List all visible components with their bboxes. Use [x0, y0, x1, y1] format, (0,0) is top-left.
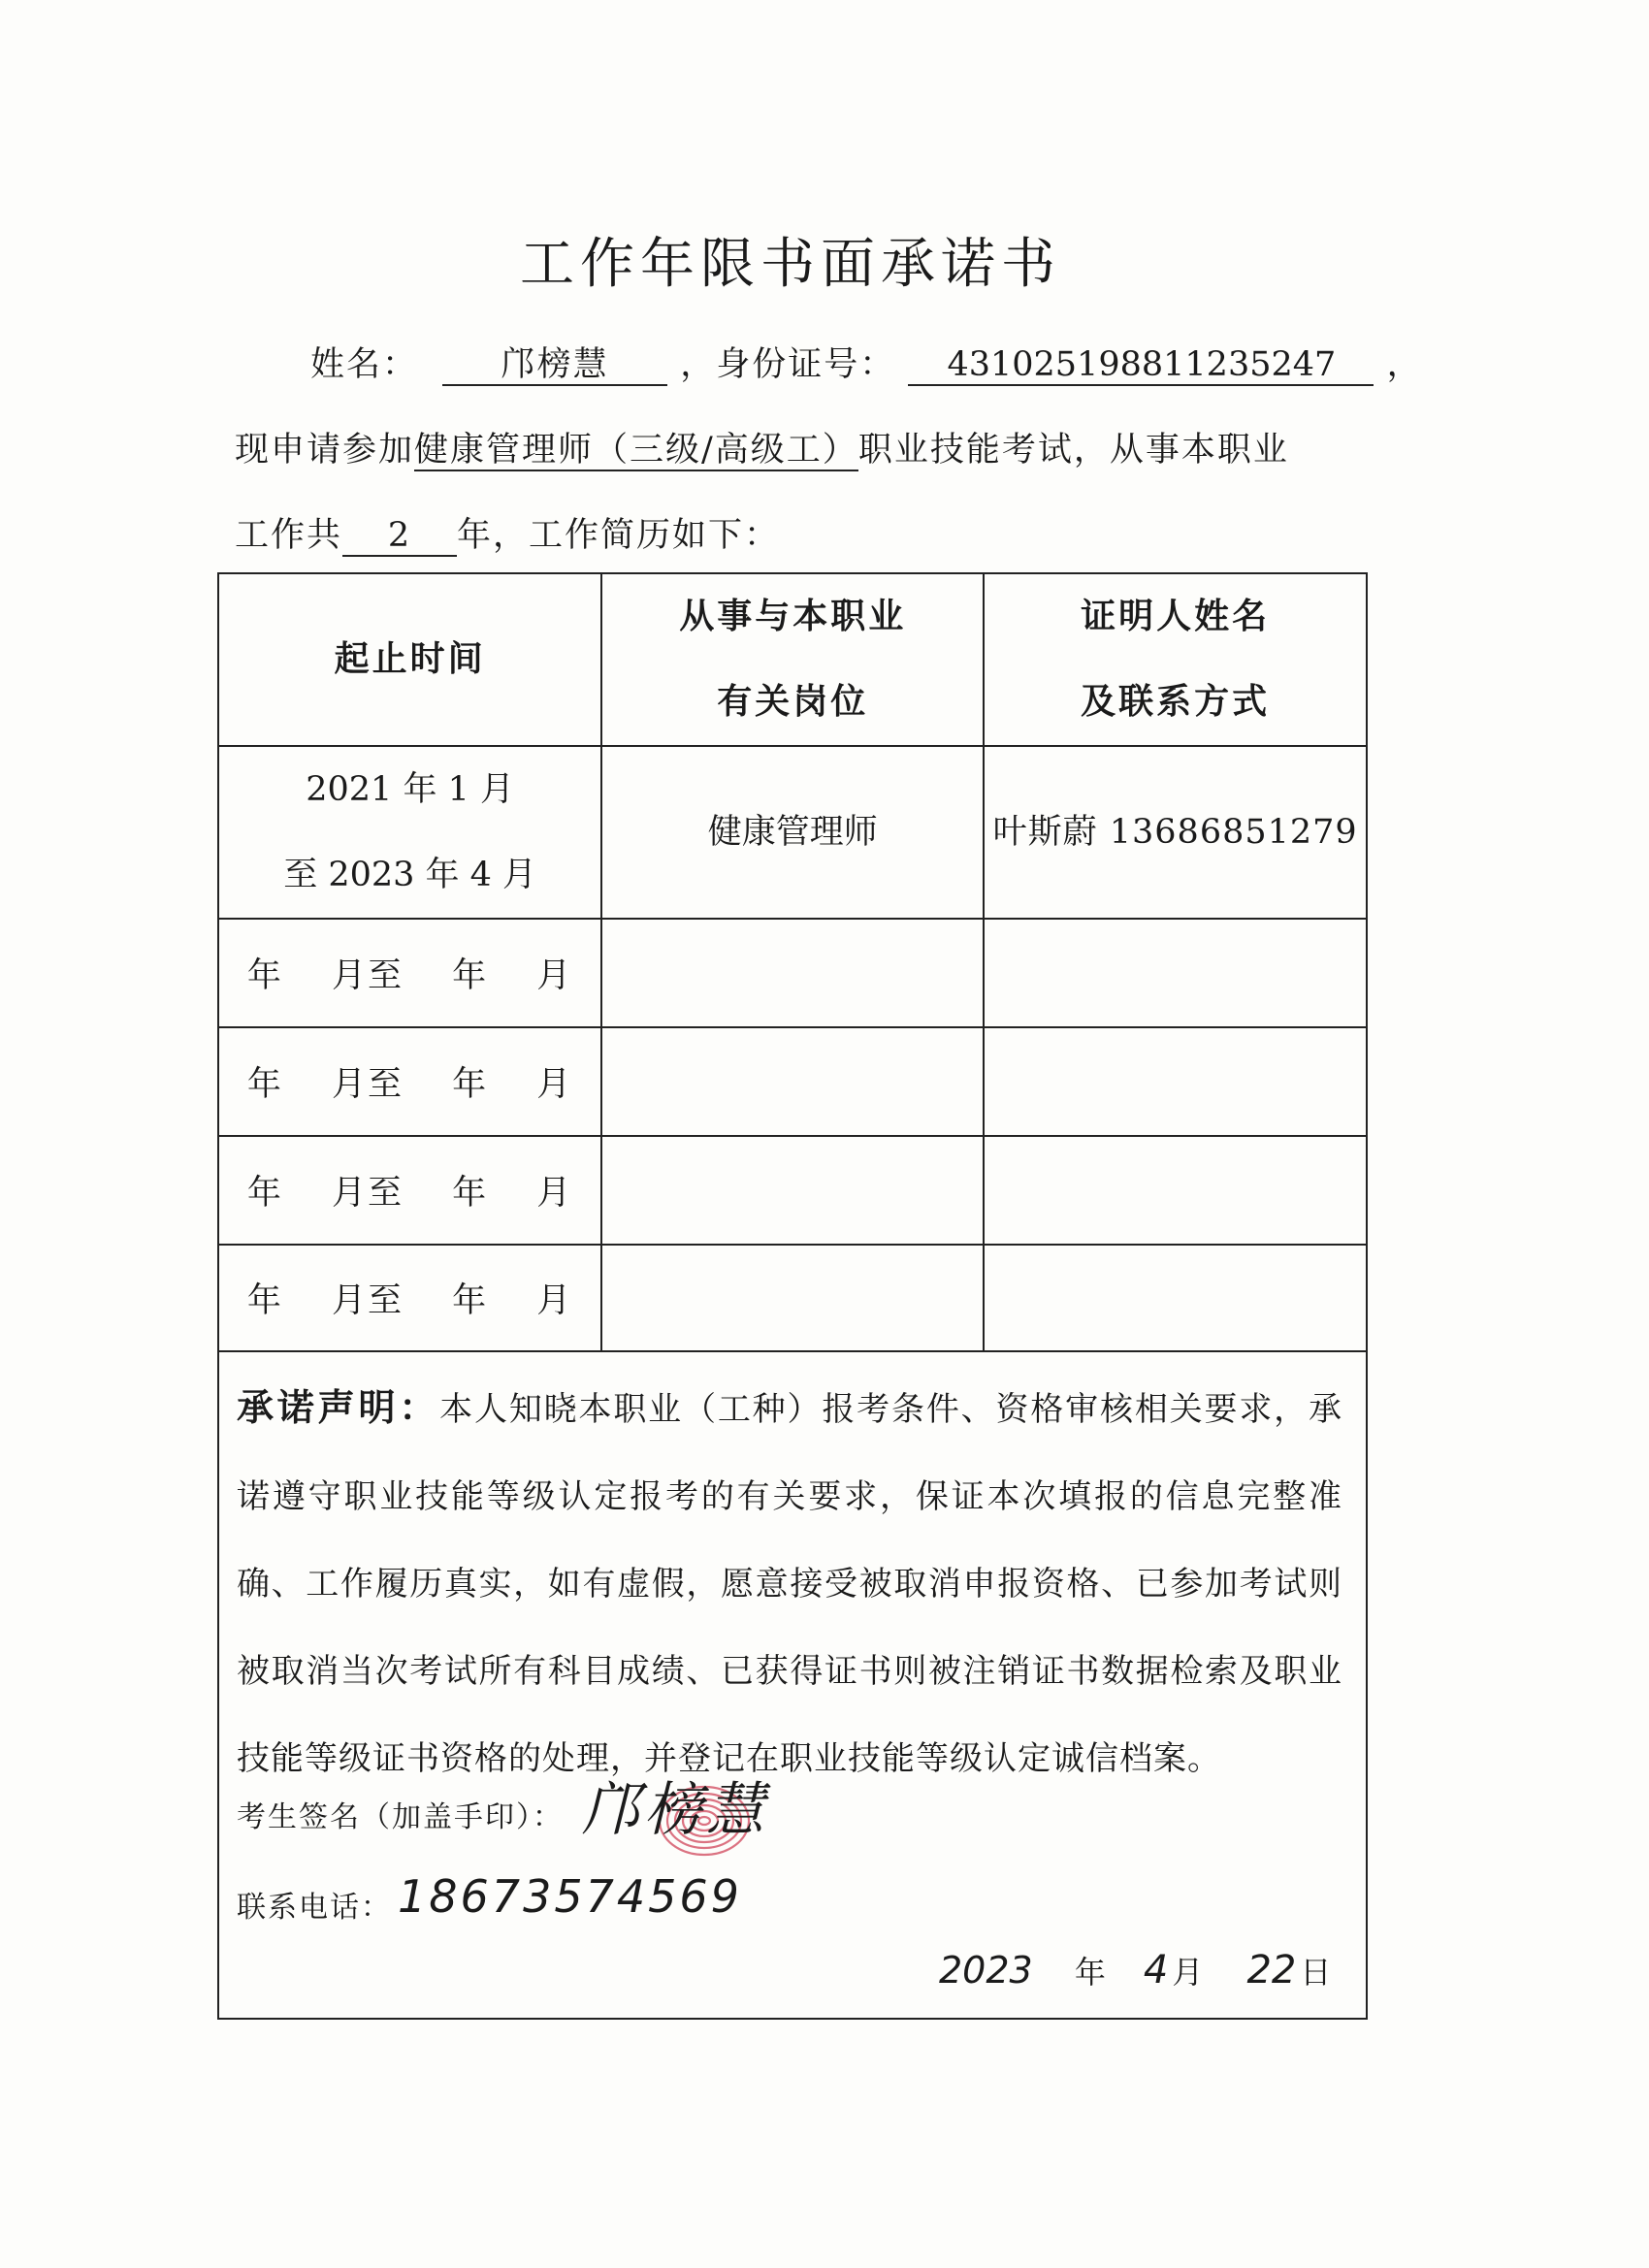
- empty-row-period: 年 月至 年 月: [218, 1245, 601, 1351]
- declaration-text: [237, 1364, 1342, 1802]
- empty-cell: [984, 1245, 1367, 1351]
- years-suffix: 年，工作简历如下：: [457, 516, 781, 555]
- date-year: 2023: [939, 1949, 1033, 1992]
- empty-row-period: 年 月至 年 月: [218, 919, 601, 1027]
- empty-row-period: 年 月至 年 月: [218, 1136, 601, 1245]
- exam-name: 健康管理师（三级/高级工）: [414, 431, 858, 470]
- date-year-unit: 年: [1074, 1954, 1106, 1991]
- id-value: 431025198811235247: [908, 346, 1374, 386]
- document-title: 工作年限书面承诺书: [520, 233, 1061, 296]
- handwritten-signature: 邝榜慧: [582, 1776, 768, 1844]
- declaration-box: [217, 1346, 1368, 2020]
- row1-witness: 叶斯蔚 13686851279: [984, 746, 1367, 919]
- empty-cell: [601, 919, 984, 1027]
- table-row: [218, 919, 1367, 1027]
- row1-position: 健康管理师: [601, 746, 984, 919]
- intro-line-name: [310, 338, 1423, 386]
- declaration-body: 本人知晓本职业（工种）报考条件、资格审核相关要求，承诺遵守职业技能等级认定报考的有关要求，保证本次填报的信息完整准确、工作履历真实，如有虚假，愿意接受被取消申报资格、已参加考试则被取消当次考试所有科目成绩、已获得证书则被注销证书数据检索及职业技能等级证书资格的处理，并登记在职业技能等级认定诚信档案。: [237, 1390, 1342, 1778]
- empty-row-period: 年 月至 年 月: [218, 1027, 601, 1136]
- work-history-table: [217, 572, 1368, 1352]
- header-period: 起止时间: [218, 573, 601, 746]
- intro-line-exam: [235, 423, 1289, 471]
- header-position: 从事与本职业 有关岗位: [601, 573, 984, 746]
- empty-cell: [984, 1136, 1367, 1245]
- signature-label: 考生签名（加盖手印）：: [237, 1800, 564, 1834]
- table-row: [218, 1136, 1367, 1245]
- header-witness: 证明人姓名 及联系方式: [984, 573, 1367, 746]
- empty-cell: [601, 1245, 984, 1351]
- name-value: 邝榜慧: [442, 346, 667, 386]
- apply-suffix: 职业技能考试，从事本职业: [857, 431, 1289, 470]
- date-day: 22: [1246, 1948, 1297, 1993]
- years-value: 2: [342, 517, 457, 557]
- row1-period: 2021 年 1 月 至 2023 年 4 月: [218, 746, 601, 919]
- date-month-unit: 月: [1172, 1954, 1204, 1991]
- apply-prefix: 现申请参加: [235, 431, 415, 470]
- empty-cell: [601, 1027, 984, 1136]
- intro-line-years: [235, 508, 780, 557]
- date-month: 4: [1143, 1948, 1169, 1993]
- phone-label: 联系电话：: [237, 1891, 392, 1925]
- id-label: ，身份证号：: [680, 345, 896, 384]
- table-row: [218, 1027, 1367, 1136]
- table-row: [218, 746, 1367, 919]
- id-tail: ，: [1386, 345, 1423, 384]
- empty-cell: [601, 1136, 984, 1245]
- table-row: [218, 1245, 1367, 1351]
- date-day-unit: 日: [1300, 1954, 1332, 1991]
- table-header-row: [218, 573, 1367, 746]
- empty-cell: [984, 919, 1367, 1027]
- handwritten-phone: 18673574569: [398, 1870, 742, 1923]
- years-prefix: 工作共: [235, 516, 343, 555]
- empty-cell: [984, 1027, 1367, 1136]
- declaration-heading: 承诺声明：: [237, 1386, 440, 1429]
- name-label: 姓名：: [310, 345, 419, 384]
- date-line: [939, 1948, 1331, 1993]
